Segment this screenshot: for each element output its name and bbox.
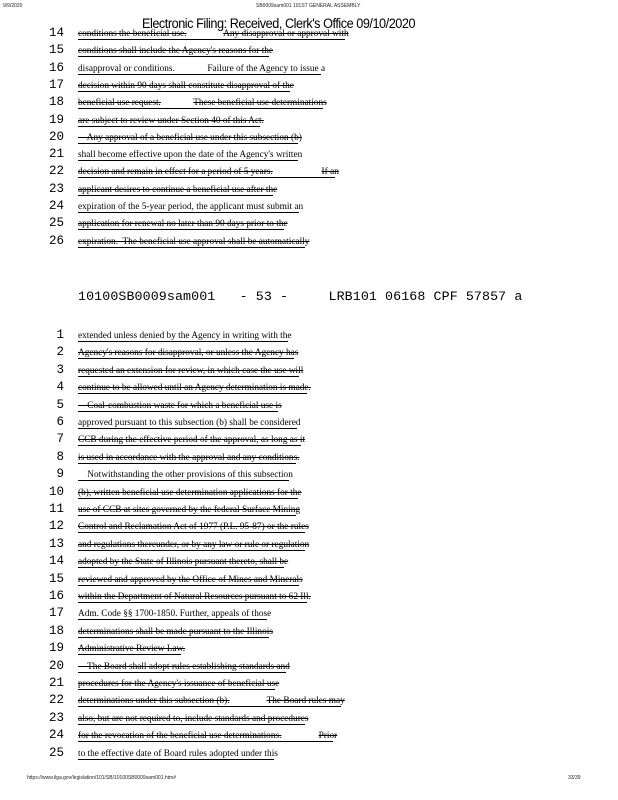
struck-text: Prior bbox=[318, 731, 338, 742]
line-underline bbox=[78, 212, 299, 213]
struck-text: decision and remain in effect for a period of 5 years. bbox=[78, 167, 273, 178]
browser-url: https://www.ilga.gov/legislation/101/SB/10100SB0009sam001.htm# bbox=[27, 775, 176, 781]
line-underline bbox=[78, 341, 288, 342]
line-underline bbox=[78, 74, 321, 75]
line-underline bbox=[78, 393, 307, 394]
struck-text: continue to be allowed until an Agency determination is made. bbox=[78, 383, 311, 394]
line-number: 21 bbox=[48, 676, 64, 690]
plain-text bbox=[281, 731, 318, 741]
line-underline bbox=[78, 160, 298, 161]
struck-text: (b), written beneficial use determination applications for the bbox=[78, 487, 302, 498]
line-number: 6 bbox=[56, 415, 64, 429]
line-number: 18 bbox=[48, 95, 64, 110]
electronic-filing-stamp: Electronic Filing: Received, Clerk's Office 09/10/2020 bbox=[142, 16, 416, 31]
line-underline bbox=[78, 532, 305, 533]
line-underline bbox=[78, 195, 273, 196]
line-underline bbox=[78, 126, 260, 127]
line-underline bbox=[78, 411, 278, 412]
plain-text: to the effective date of Board rules adopted under this bbox=[78, 748, 278, 759]
line-underline bbox=[78, 498, 298, 499]
line-number: 13 bbox=[48, 536, 64, 551]
line-underline bbox=[78, 358, 294, 359]
line-number: 20 bbox=[48, 129, 64, 144]
struck-text: determinations shall be made pursuant to the Illinois bbox=[78, 626, 273, 637]
line-underline bbox=[78, 229, 284, 230]
line-number: 15 bbox=[48, 571, 64, 586]
line-underline bbox=[78, 689, 275, 690]
plain-text: Adm. Code §§ 1700-1850. Further, appeals of those bbox=[78, 609, 272, 620]
line-underline bbox=[78, 741, 333, 742]
line-number: 25 bbox=[48, 216, 64, 231]
line-underline bbox=[78, 585, 299, 586]
line-underline bbox=[78, 637, 269, 638]
struck-text: decision within 90 days shall constitute disapproval of the bbox=[78, 80, 294, 91]
line-number: 26 bbox=[48, 233, 64, 248]
line-number: 17 bbox=[48, 77, 64, 92]
line-number: 19 bbox=[48, 641, 64, 656]
line-underline bbox=[78, 39, 345, 40]
plain-text: Notwithstanding the other provisions of this subsection bbox=[78, 470, 293, 481]
struck-text: Any approval of a beneficial use under this subsection (b) bbox=[78, 132, 302, 143]
line-number: 12 bbox=[48, 519, 64, 534]
line-number: 10 bbox=[48, 484, 64, 499]
struck-text: conditions the beneficial use. bbox=[78, 29, 187, 39]
struck-text: Any disapproval or approval with bbox=[223, 29, 349, 39]
struck-text: procedures for the Agency's issuance of beneficial use bbox=[78, 679, 280, 689]
struck-text: use of CCB at sites governed by the federal Surface Mining bbox=[78, 505, 301, 515]
struck-text: for the revocation of the beneficial use determinations. bbox=[78, 731, 282, 742]
line-underline bbox=[78, 463, 296, 464]
struck-text: requested an extension for review, in which case the use will bbox=[78, 365, 304, 376]
line-number: 15 bbox=[48, 43, 64, 58]
line-underline bbox=[78, 602, 307, 603]
struck-text: adopted by the State of Illinois pursuant thereto, shall be bbox=[78, 557, 289, 568]
line-underline bbox=[78, 619, 267, 620]
line-number: 14 bbox=[48, 26, 64, 40]
struck-text: reviewed and approved by the Office of Mines and Minerals bbox=[78, 574, 303, 585]
plain-text bbox=[230, 696, 267, 706]
line-number: 22 bbox=[48, 164, 64, 179]
line-number: 24 bbox=[48, 199, 64, 213]
struck-text: conditions shall include the Agency's reasons for the bbox=[78, 46, 274, 57]
line-underline bbox=[78, 91, 290, 92]
line-number: 23 bbox=[48, 181, 64, 196]
browser-page-title: SB0009sam001 101ST GENERAL ASSEMBLY bbox=[256, 3, 361, 9]
line-number: 22 bbox=[48, 693, 64, 708]
struck-text: CCB during the effective period of the approval, as long as it bbox=[78, 435, 306, 446]
struck-text: application for renewal no later than 90 days prior to the bbox=[78, 219, 288, 230]
line-underline bbox=[78, 672, 286, 673]
struck-text: Agency's reasons for disapproval, or unless the Agency has bbox=[78, 348, 299, 359]
line-number: 25 bbox=[48, 745, 64, 760]
struck-text: expiration. The beneficial use approval shall be automatically bbox=[78, 236, 310, 247]
browser-date: 9/9/2020 bbox=[3, 3, 23, 9]
struck-text: determinations under this subsection (b). bbox=[78, 696, 230, 707]
plain-text: Failure of the Agency to issue a bbox=[207, 63, 326, 74]
line-underline bbox=[78, 724, 305, 725]
line-number: 8 bbox=[56, 449, 64, 464]
line-number: 1 bbox=[56, 328, 64, 342]
line-number: 16 bbox=[48, 60, 64, 75]
line-underline bbox=[78, 654, 181, 655]
line-number: 4 bbox=[56, 380, 64, 395]
plain-text: approved pursuant to this subsection (b) shall be considered bbox=[78, 418, 301, 428]
struck-text: also, but are not required to, include standards and procedures bbox=[78, 713, 309, 724]
struck-text: within the Department of Natural Resources pursuant to 62 Ill. bbox=[78, 592, 311, 602]
plain-text bbox=[175, 64, 208, 74]
line-number: 24 bbox=[48, 728, 64, 743]
line-underline bbox=[78, 550, 305, 551]
plain-text bbox=[186, 29, 223, 39]
line-number: 11 bbox=[48, 502, 64, 516]
line-underline bbox=[78, 567, 284, 568]
line-number: 19 bbox=[48, 112, 64, 127]
line-underline bbox=[78, 108, 323, 109]
struck-text: Control and Reclamation Act of 1977 (P.L. 95-87) or the rules bbox=[78, 522, 309, 533]
struck-text: Administrative Review Law. bbox=[78, 644, 186, 655]
struck-text: Coal-combustion waste for which a beneficial use is bbox=[78, 400, 282, 411]
browser-page-count: 33/39 bbox=[568, 775, 581, 781]
struck-text: is used in accordance with the approval and any conditions. bbox=[78, 452, 300, 463]
line-number: 23 bbox=[48, 710, 64, 725]
line-underline bbox=[78, 143, 298, 144]
lrb-code: LRB101 06168 CPF 57857 a bbox=[328, 289, 523, 304]
line-number: 5 bbox=[56, 397, 64, 412]
line-underline bbox=[78, 515, 296, 516]
line-underline bbox=[78, 428, 297, 429]
struck-text: These beneficial use determinations bbox=[193, 98, 327, 109]
line-underline bbox=[78, 445, 301, 446]
plain-text bbox=[161, 98, 193, 108]
line-number: 20 bbox=[48, 658, 64, 673]
struck-text: The Board shall adopt rules establishing standards and bbox=[78, 661, 290, 672]
plain-text: extended unless denied by the Agency in writing with the bbox=[78, 331, 292, 341]
line-underline bbox=[78, 480, 289, 481]
page-header bbox=[78, 289, 522, 304]
struck-text: are subject to review under Section 40 of this Act. bbox=[78, 115, 264, 126]
plain-text: disapproval or conditions. bbox=[78, 63, 175, 74]
line-number: 17 bbox=[48, 606, 64, 621]
page-number: - 53 - bbox=[239, 289, 289, 304]
line-number: 21 bbox=[48, 147, 64, 162]
line-underline bbox=[78, 706, 341, 707]
line-number: 18 bbox=[48, 623, 64, 638]
struck-text: If an bbox=[321, 167, 339, 178]
bill-number: 10100SB0009sam001 bbox=[78, 289, 216, 304]
line-underline bbox=[78, 56, 269, 57]
struck-text: The Board rules may bbox=[266, 696, 345, 707]
line-number: 2 bbox=[56, 345, 64, 360]
plain-text bbox=[273, 167, 322, 177]
struck-text: and regulations thereunder, or by any law or rule or regulation bbox=[78, 539, 310, 550]
line-underline bbox=[78, 177, 335, 178]
plain-text: expiration of the 5-year period, the applicant must submit an bbox=[78, 202, 304, 212]
line-underline bbox=[78, 759, 274, 760]
line-number: 14 bbox=[48, 554, 64, 569]
line-number: 7 bbox=[56, 432, 64, 447]
line-underline bbox=[78, 247, 305, 248]
struck-text: beneficial use request. bbox=[78, 98, 161, 109]
line-number: 9 bbox=[56, 467, 64, 482]
line-number: 16 bbox=[48, 589, 64, 603]
line-underline bbox=[78, 376, 299, 377]
line-number: 3 bbox=[56, 362, 64, 377]
struck-text: applicant desires to continue a beneficial use after the bbox=[78, 184, 278, 195]
plain-text: shall become effective upon the date of the Agency's written bbox=[78, 150, 303, 161]
